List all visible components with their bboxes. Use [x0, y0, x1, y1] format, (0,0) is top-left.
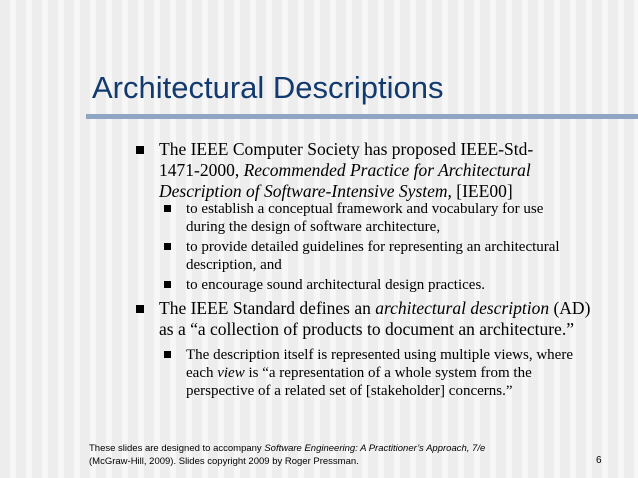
sub-bullet-square-icon [164, 243, 171, 250]
bullet-ieee-proposal [159, 139, 599, 202]
bullet-line: 1471-2000, Recommended Practice for Architectural [159, 160, 531, 180]
title-underline [86, 114, 638, 119]
bullet-line: as a “a collection of products to document an architecture.” [159, 319, 574, 339]
bullet-square-icon [136, 146, 144, 154]
sub-bullet-framework: to establish a conceptual framework and vocabulary for use during the design of software architecture, [186, 201, 544, 235]
sub-bullet-square-icon [164, 281, 171, 288]
bullet-line: Description of Software-Intensive System, [IEE00] [159, 181, 513, 201]
slide-title: Architectural Descriptions [92, 70, 444, 105]
sub-bullet-square-icon [164, 205, 171, 212]
sub-bullet-square-icon [164, 351, 171, 358]
bullet-square-icon [136, 305, 144, 313]
sub-bullet-practices: to encourage sound architectural design practices. [186, 277, 486, 293]
bullet-line: The IEEE Computer Society has proposed IEEE-Std- [159, 139, 534, 159]
slide-footer: These slides are designed to accompany Software Engineering: A Practitioner’s Approach, 7/e (McGraw-Hill, 2009). Slides copyright 2009 by Roger Pressman. [89, 443, 486, 467]
bullet-ieee-standard [159, 298, 619, 340]
bullet-line: The IEEE Standard defines an architectural description (AD) [159, 298, 591, 318]
page-number: 6 [596, 455, 602, 466]
sub-bullet-guidelines: to provide detailed guidelines for representing an architectural description, and [186, 239, 560, 273]
sub-bullet-views: The description itself is represented using multiple views, where each view is “a representation of a whole system from the perspective of a related set of [stakeholder] concerns.” [186, 347, 573, 399]
